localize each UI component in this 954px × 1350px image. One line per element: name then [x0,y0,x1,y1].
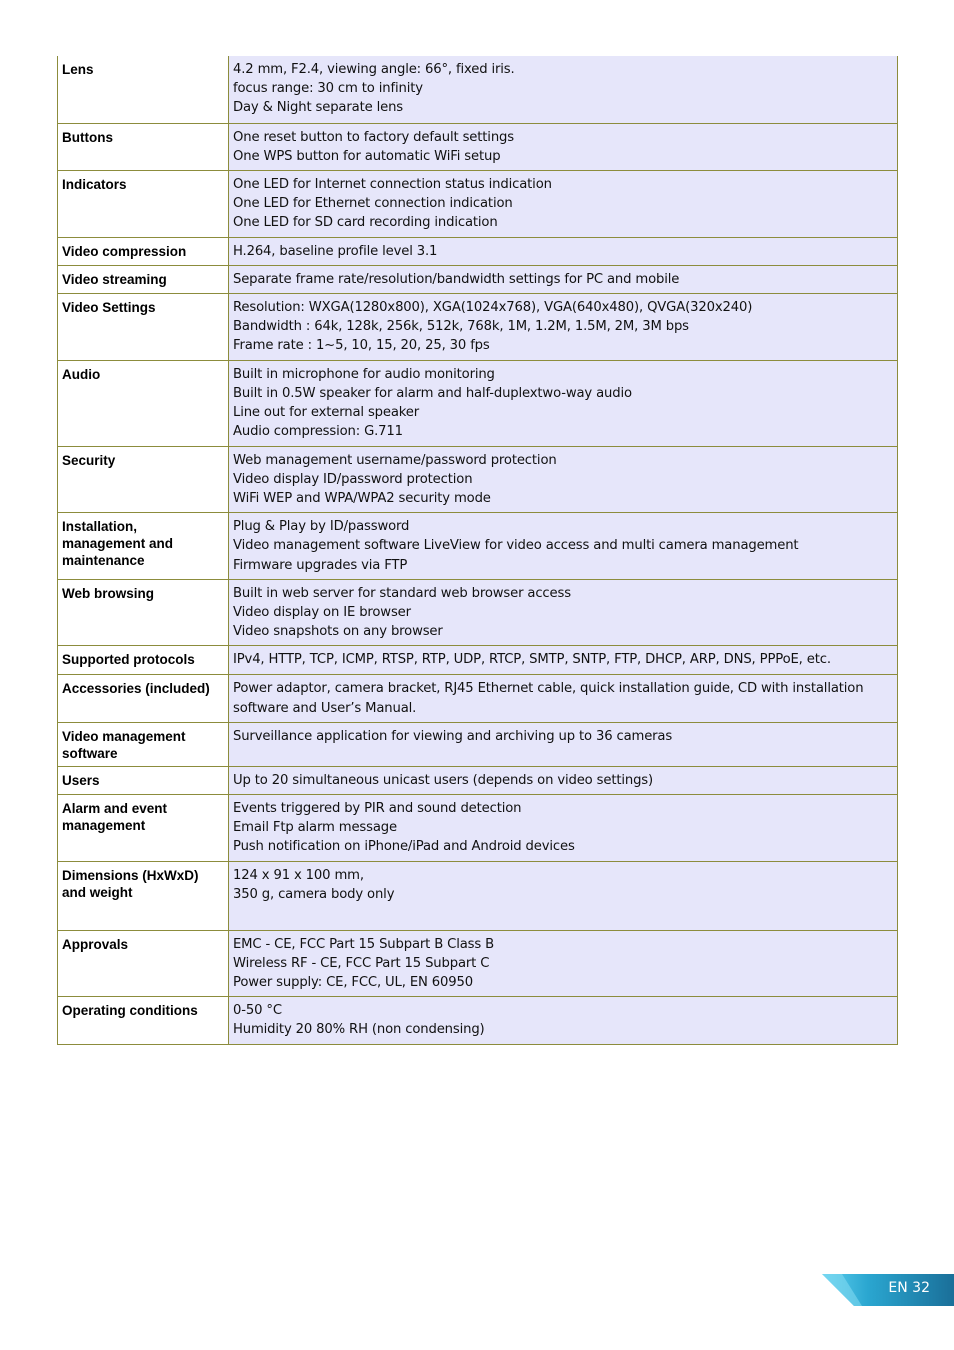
spec-value-line: Bandwidth : 64k, 128k, 256k, 512k, 768k, 1M, 1.2M, 1.5M, 2M, 3M bps [233,319,689,335]
spec-value-line: Wireless RF - CE, FCC Part 15 Subpart C [233,955,490,971]
spec-label-cell [58,930,229,997]
spec-label-cell [58,861,229,930]
spec-value-cell [229,794,898,861]
spec-row [58,766,898,794]
spec-label-cell [58,579,229,646]
spec-row [58,646,898,675]
spec-table [57,56,898,1045]
spec-value-line: 124 x 91 x 100 mm, [233,867,364,883]
spec-label-cell [58,293,229,360]
spec-value-cell [229,265,898,293]
spec-row [58,930,898,997]
spec-value-line: Separate frame rate/resolution/bandwidth settings for PC and mobile [233,271,680,287]
spec-value-cell [229,997,898,1044]
spec-label: Alarm and event management [62,800,168,833]
spec-value-line: IPv4, HTTP, TCP, ICMP, RTSP, RTP, UDP, RTCP, SMTP, SNTP, FTP, DHCP, ARP, DNS, PPPoE, etc. [233,652,831,668]
spec-value-cell [229,766,898,794]
spec-row [58,513,898,580]
spec-value-cell [229,360,898,446]
spec-value-line: Events triggered by PIR and sound detection [233,800,522,816]
spec-row [58,675,898,722]
spec-label: Users [62,772,100,788]
spec-label: Dimensions (HxWxD) and weight [62,867,199,900]
spec-label-cell [58,446,229,513]
spec-value-cell [229,513,898,580]
spec-value-line: Humidity 20 80% RH (non condensing) [233,1022,485,1038]
page-footer [822,1274,954,1306]
spec-label: Approvals [62,936,129,952]
spec-label-cell [58,56,229,123]
spec-label: Video management software [62,728,186,761]
spec-value-line: 350 g, camera body only [233,886,395,902]
spec-label-cell [58,360,229,446]
spec-value-line: Firmware upgrades via FTP [233,557,408,573]
spec-value-cell [229,56,898,123]
spec-value-line: H.264, baseline profile level 3.1 [233,243,438,259]
spec-label: Installation, management and maintenance [62,519,174,569]
spec-label-cell [58,675,229,722]
spec-label: Operating conditions [62,1003,198,1019]
spec-value-line: One LED for Ethernet connection indication [233,196,513,212]
spec-value-cell [229,930,898,997]
spec-label-cell [58,997,229,1044]
spec-value-cell [229,446,898,513]
spec-label: Security [62,452,116,468]
spec-value-line: Plug & Play by ID/password [233,519,410,535]
spec-row [58,861,898,930]
spec-label: Accessories (included) [62,681,210,697]
spec-value-line: Power supply: CE, FCC, UL, EN 60950 [233,974,473,990]
spec-value-cell [229,722,898,766]
spec-label: Lens [62,62,94,77]
spec-value-cell [229,675,898,722]
spec-value-line: Push notification on iPhone/iPad and Android devices [233,839,575,855]
spec-label-cell [58,170,229,237]
spec-value-line: Email Ftp alarm message [233,820,397,836]
spec-row [58,293,898,360]
spec-value-line: focus range: 30 cm to infinity [233,81,423,97]
spec-row [58,360,898,446]
spec-label: Video streaming [62,271,167,287]
spec-row [58,579,898,646]
spec-value-line: Built in microphone for audio monitoring [233,366,495,382]
spec-value-line: Video display on IE browser [233,604,411,620]
spec-value-cell [229,293,898,360]
spec-value-line: One LED for Internet connection status indication [233,176,552,192]
spec-row [58,446,898,513]
spec-table-body [58,56,898,1044]
spec-value-line: Built in 0.5W speaker for alarm and half-duplextwo-way audio [233,385,632,401]
spec-value-line: Audio compression: G.711 [233,424,403,440]
spec-row [58,170,898,237]
spec-label: Video Settings [62,299,156,315]
spec-row [58,722,898,766]
spec-label: Web browsing [62,585,155,601]
spec-value-line: WiFi WEP and WPA/WPA2 security mode [233,490,491,506]
spec-value-line: Up to 20 simultaneous unicast users (depends on video settings) [233,772,654,788]
spec-label: Audio [62,366,101,382]
spec-label-cell [58,123,229,170]
spec-row [58,56,898,123]
spec-value-line: Line out for external speaker [233,404,420,420]
spec-value-cell [229,646,898,675]
spec-value-line: One reset button to factory default settings [233,129,514,145]
spec-value-line: Day & Night separate lens [233,100,403,116]
spec-label: Supported protocols [62,652,195,668]
spec-value-cell [229,579,898,646]
spec-value-line: Video snapshots on any browser [233,624,443,640]
spec-value-line: Video display ID/password protection [233,471,473,487]
spec-value-cell [229,170,898,237]
spec-value-line: Power adaptor, camera bracket, RJ45 Ethernet cable, quick installation guide, CD with installation software and User’s Manual. [233,681,864,716]
spec-value-line: Video management software LiveView for video access and multi camera management [233,538,799,554]
spec-label-cell [58,794,229,861]
spec-value-line: One WPS button for automatic WiFi setup [233,148,501,164]
spec-label: Video compression [62,243,187,259]
spec-row [58,123,898,170]
spec-row [58,265,898,293]
spec-value-cell [229,237,898,265]
page-number: EN 32 [888,1280,930,1296]
spec-label-cell [58,265,229,293]
spec-row [58,997,898,1044]
spec-label-cell [58,237,229,265]
spec-value-line: Web management username/password protection [233,452,557,468]
spec-label-cell [58,646,229,675]
spec-label-cell [58,722,229,766]
spec-value-cell [229,861,898,930]
spec-label: Indicators [62,176,127,192]
spec-value-line: One LED for SD card recording indication [233,215,498,231]
spec-value-line: EMC - CE, FCC Part 15 Subpart B Class B [233,936,495,952]
spec-label-cell [58,766,229,794]
spec-value-cell [229,123,898,170]
spec-value-line: Built in web server for standard web browser access [233,585,571,601]
spec-value-line: 0-50 °C [233,1003,282,1019]
spec-value-line: Surveillance application for viewing and archiving up to 36 cameras [233,728,673,744]
spec-value-line: Resolution: WXGA(1280x800), XGA(1024x768), VGA(640x480), QVGA(320x240) [233,299,753,315]
spec-value-line: 4.2 mm, F2.4, viewing angle: 66°, fixed iris. [233,62,515,77]
spec-value-line: Frame rate : 1~5, 10, 15, 20, 25, 30 fps [233,338,490,354]
spec-row [58,794,898,861]
spec-label: Buttons [62,129,113,145]
spec-row [58,237,898,265]
spec-label-cell [58,513,229,580]
